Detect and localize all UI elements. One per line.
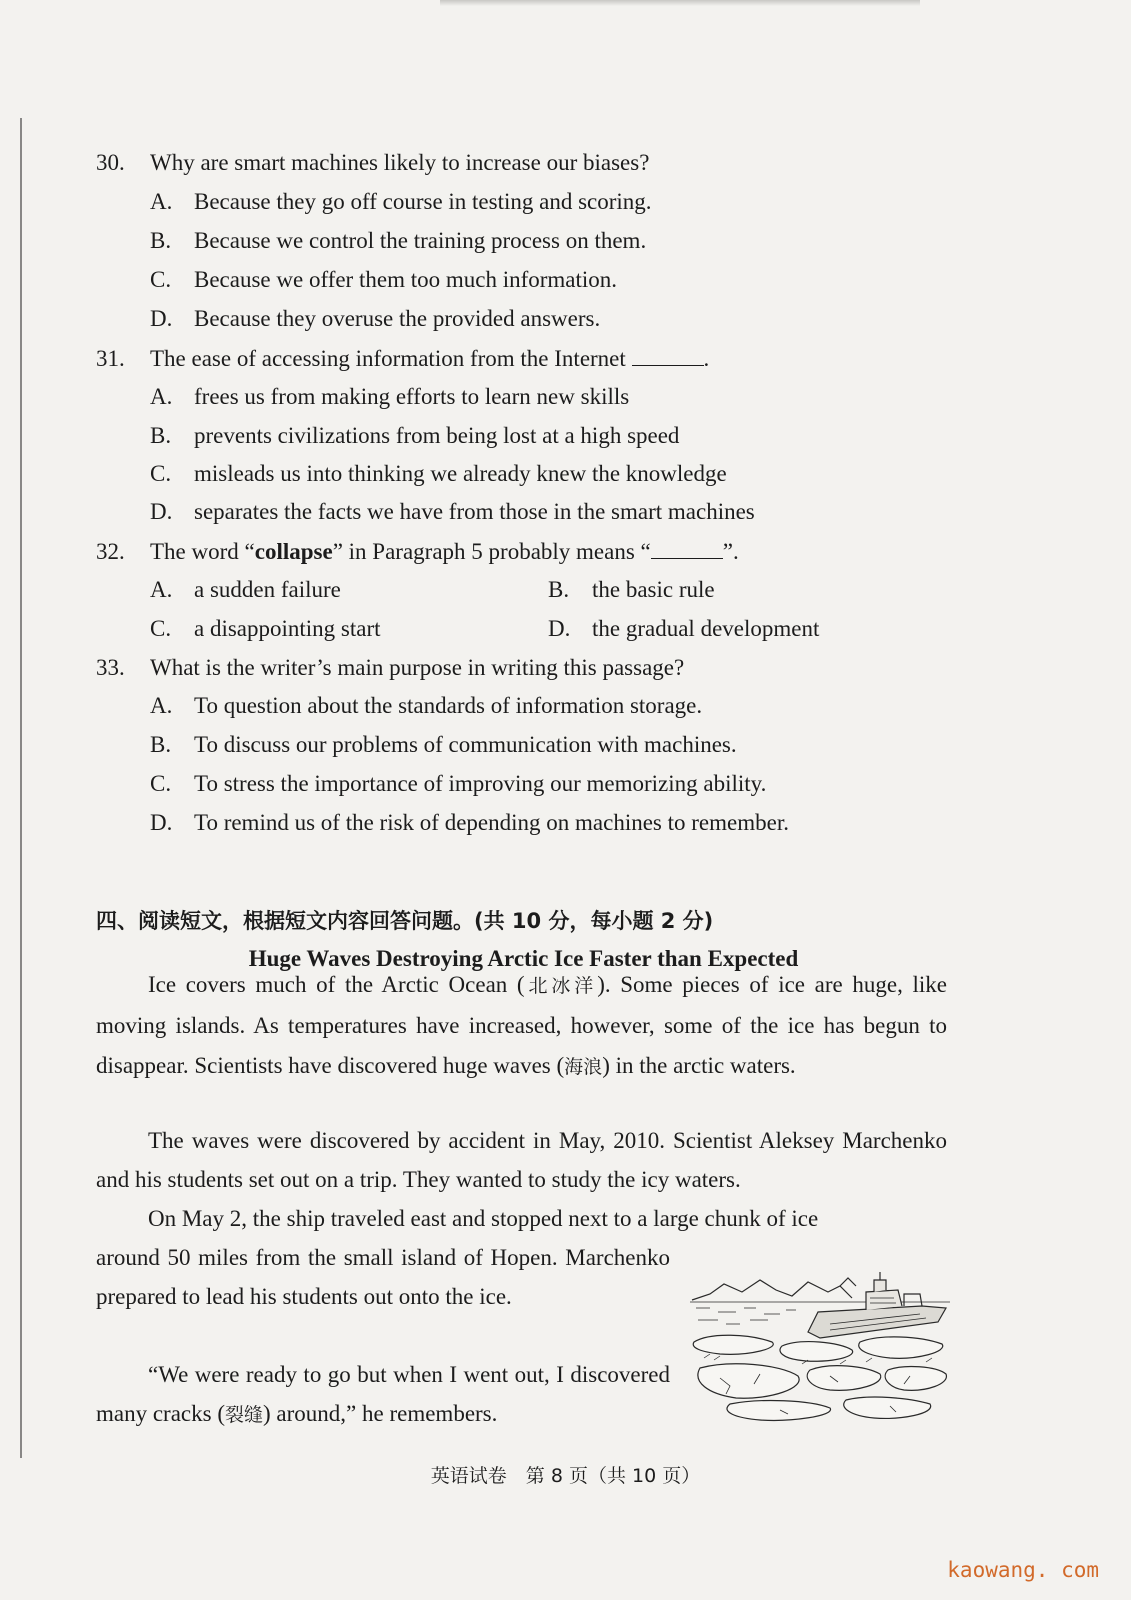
option-33-a — [150, 691, 702, 721]
answer-blank — [632, 343, 704, 366]
option-letter: A. — [150, 577, 173, 602]
option-text: Because they overuse the provided answers. — [194, 306, 601, 331]
question-32 — [96, 536, 739, 567]
paragraph-text: The waves were discovered by accident in May, 2010. Scientist Aleksey Marchenko and his students set out on a trip. They wanted to study the icy waters. — [96, 1128, 947, 1193]
paragraph-text: Ice covers much of the Arctic Ocean ( — [148, 972, 525, 997]
cjk-gloss: 海浪 — [564, 1055, 603, 1078]
section-heading: 四、阅读短文，根据短文内容回答问题。(共 10 分，每小题 2 分) — [96, 909, 714, 933]
cjk-gloss: 北冰洋 — [524, 975, 598, 997]
option-31-b — [150, 421, 679, 451]
question-33 — [96, 653, 684, 683]
question-number: 31. — [96, 346, 125, 371]
paragraph-4 — [96, 1355, 670, 1436]
option-letter: C. — [150, 771, 172, 796]
paragraph-text: ). Some pieces of ice are huge, like moving islands. As temperatures have increased, however, some of the ice has begun to disappear. Scientists have discovered huge waves ( — [96, 972, 947, 1078]
option-text: Because they go off course in testing and scoring. — [194, 189, 652, 214]
option-text: the gradual development — [592, 616, 820, 641]
option-letter: C. — [150, 267, 172, 292]
question-stem-end: . — [703, 346, 710, 371]
question-stem: The ease of accessing information from the Internet — [150, 346, 626, 371]
option-31-a — [150, 382, 629, 412]
paragraph-text: ) around,” he remembers. — [263, 1401, 498, 1427]
paragraph-text: around 50 miles from the small island of Hopen. Marchenko prepared to lead his students out onto the ice. — [96, 1245, 670, 1310]
scan-shadow — [440, 0, 920, 6]
option-letter: D. — [150, 810, 173, 835]
question-31 — [96, 343, 709, 374]
option-text: separates the facts we have from those in the smart machines — [194, 499, 755, 524]
option-letter: A. — [150, 189, 173, 214]
option-32-a — [150, 575, 341, 605]
question-keyword: collapse — [254, 539, 333, 564]
option-33-b — [150, 730, 737, 760]
question-number: 30. — [96, 150, 125, 175]
question-stem: What is the writer’s main purpose in writing this passage? — [150, 655, 685, 680]
article-title: Huge Waves Destroying Arctic Ice Faster than Expected — [248, 946, 799, 971]
option-text: Because we control the training process on them. — [194, 228, 647, 253]
paragraph-3 — [96, 1199, 951, 1238]
option-30-b — [150, 226, 646, 256]
paragraph-text: ) in the arctic waters. — [602, 1052, 796, 1078]
option-text: To stress the importance of improving our memorizing ability. — [194, 771, 767, 796]
question-30 — [96, 148, 649, 178]
paragraph-3-continued — [96, 1238, 670, 1317]
option-text: the basic rule — [592, 577, 715, 602]
option-31-c — [150, 459, 727, 489]
page-footer: 英语试卷 第 8 页（共 10 页） — [430, 1465, 701, 1487]
paragraph-2 — [96, 1121, 947, 1200]
answer-blank — [651, 536, 723, 559]
option-text: To remind us of the risk of depending on machines to remember. — [194, 810, 789, 835]
question-stem-before: The word “ — [150, 539, 255, 564]
watermark: kaowang. com — [947, 1558, 1099, 1582]
option-letter: B. — [150, 423, 172, 448]
option-text: misleads us into thinking we already knew the knowledge — [194, 461, 727, 486]
option-letter: C. — [150, 461, 172, 486]
option-text: Because we offer them too much information. — [194, 267, 618, 292]
page-edge-line — [20, 118, 22, 1458]
option-letter: D. — [548, 616, 571, 641]
option-letter: A. — [150, 384, 173, 409]
option-33-c — [150, 769, 766, 799]
question-stem: Why are smart machines likely to increase our biases? — [150, 150, 650, 175]
option-text: a disappointing start — [194, 616, 381, 641]
option-text: prevents civilizations from being lost at a high speed — [194, 423, 680, 448]
option-32-d — [548, 614, 819, 644]
ship-in-ice-illustration — [690, 1272, 950, 1422]
option-letter: D. — [150, 499, 173, 524]
option-letter: D. — [150, 306, 173, 331]
option-letter: B. — [150, 732, 172, 757]
option-letter: B. — [548, 577, 570, 602]
question-stem-after: ” in Paragraph 5 probably means “ — [332, 539, 651, 564]
option-30-d — [150, 304, 600, 334]
option-letter: B. — [150, 228, 172, 253]
option-32-b — [548, 575, 715, 605]
option-letter: A. — [150, 693, 173, 718]
paragraph-text: On May 2, the ship traveled east and stopped next to a large chunk of ice — [148, 1206, 819, 1231]
option-text: To question about the standards of information storage. — [194, 693, 703, 718]
option-text: To discuss our problems of communication with machines. — [194, 732, 737, 757]
option-text: a sudden failure — [194, 577, 341, 602]
question-stem-end: ”. — [722, 539, 739, 564]
option-30-c — [150, 265, 617, 295]
option-33-d — [150, 808, 789, 838]
paragraph-text: “We were ready to go but when I went out, I discovered many cracks ( — [96, 1362, 670, 1427]
question-number: 33. — [96, 655, 125, 680]
option-letter: C. — [150, 616, 172, 641]
paragraph-1 — [96, 965, 947, 1087]
option-32-c — [150, 614, 381, 644]
option-text: frees us from making efforts to learn new skills — [194, 384, 630, 409]
cjk-gloss: 裂缝 — [225, 1404, 264, 1427]
option-30-a — [150, 187, 652, 217]
question-number: 32. — [96, 539, 125, 564]
option-31-d — [150, 497, 755, 527]
